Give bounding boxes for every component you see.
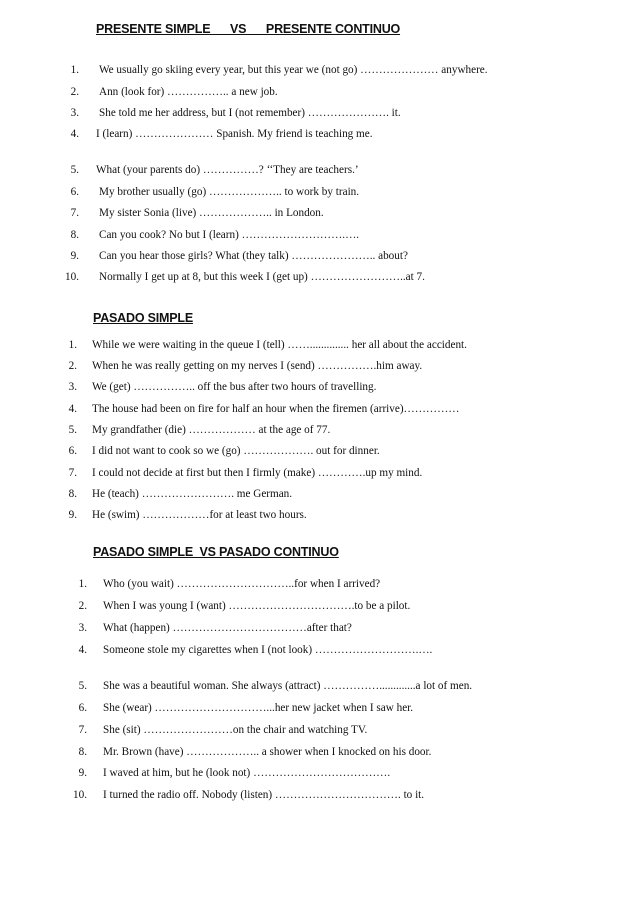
item-text: He (swim) ………………for at least two hours. bbox=[92, 509, 307, 521]
item-text: Mr. Brown (have) ……………….. a shower when I knocked on his door. bbox=[103, 746, 432, 758]
item-text: She was a beautiful woman. She always (attract) …………….............a lot of men. bbox=[103, 680, 473, 692]
item-number: 9. bbox=[68, 509, 77, 521]
item-number: 1. bbox=[70, 64, 79, 76]
item-number: 4. bbox=[70, 128, 79, 140]
item-number: 2. bbox=[70, 86, 79, 98]
item-text: He (teach) ……………………. me German. bbox=[92, 488, 293, 500]
item-number: 7. bbox=[78, 724, 87, 736]
item-text: Ann (look for) …………….. a new job. bbox=[99, 86, 278, 98]
item-number: 10. bbox=[65, 271, 79, 283]
section-heading-pasado-simple: PASADO SIMPLE bbox=[93, 311, 193, 325]
item-text: My grandfather (die) ……………… at the age of 77. bbox=[92, 424, 331, 436]
section-heading-pasado-continuo: PASADO SIMPLE VS PASADO CONTINUO bbox=[93, 545, 339, 559]
item-text: My sister Sonia (live) ……………….. in London. bbox=[99, 207, 324, 219]
item-number: 5. bbox=[78, 680, 87, 692]
item-number: 6. bbox=[70, 186, 79, 198]
item-number: 6. bbox=[78, 702, 87, 714]
item-text: She (sit) ……………………on the chair and watching TV. bbox=[103, 724, 368, 736]
item-number: 8. bbox=[68, 488, 77, 500]
item-number: 6. bbox=[68, 445, 77, 457]
item-text: When I was young I (want) …………………………….to be a pilot. bbox=[103, 600, 411, 612]
item-text: What (happen) ………………………………after that? bbox=[103, 622, 352, 634]
item-number: 7. bbox=[68, 467, 77, 479]
item-number: 7. bbox=[70, 207, 79, 219]
item-text: I turned the radio off. Nobody (listen) ……………………………. to it. bbox=[103, 789, 425, 801]
item-number: 5. bbox=[70, 164, 79, 176]
item-number: 1. bbox=[68, 339, 77, 351]
item-text: My brother usually (go) ……………….. to work by train. bbox=[99, 186, 360, 198]
item-number: 1. bbox=[78, 578, 87, 590]
item-number: 4. bbox=[68, 403, 77, 415]
item-number: 2. bbox=[78, 600, 87, 612]
item-text: We usually go skiing every year, but this year we (not go) ………………… anywhere. bbox=[99, 64, 488, 76]
item-text: I did not want to cook so we (go) ………………. out for dinner. bbox=[92, 445, 380, 457]
section-heading-presente: PRESENTE SIMPLE VS PRESENTE CONTINUO bbox=[96, 22, 401, 36]
item-number: 3. bbox=[78, 622, 87, 634]
item-text: The house had been on fire for half an hour when the firemen (arrive)…………… bbox=[92, 403, 460, 415]
item-text: Who (you wait) …………………………..for when I arrived? bbox=[103, 578, 381, 590]
item-number: 4. bbox=[78, 644, 87, 656]
item-text: She told me her address, but I (not remember) …………………. it. bbox=[99, 107, 401, 119]
item-text: When he was really getting on my nerves I (send) …………….him away. bbox=[92, 360, 423, 372]
item-number: 9. bbox=[70, 250, 79, 262]
item-text: What (your parents do) ……………? ‘‘They are teachers.’ bbox=[96, 164, 359, 176]
item-number: 9. bbox=[78, 767, 87, 779]
item-text: I could not decide at first but then I firmly (make) ………….up my mind. bbox=[92, 467, 423, 479]
item-text: I waved at him, but he (look not) ………………………………. bbox=[103, 767, 391, 779]
item-number: 10. bbox=[73, 789, 87, 801]
item-text: Can you cook? No but I (learn) ……………………….…. bbox=[99, 229, 360, 241]
item-number: 5. bbox=[68, 424, 77, 436]
item-number: 3. bbox=[70, 107, 79, 119]
item-text: We (get) …………….. off the bus after two hours of travelling. bbox=[92, 381, 377, 393]
item-text: I (learn) ………………… Spanish. My friend is teaching me. bbox=[96, 128, 373, 140]
item-number: 8. bbox=[78, 746, 87, 758]
item-number: 2. bbox=[68, 360, 77, 372]
item-number: 8. bbox=[70, 229, 79, 241]
item-text: Someone stole my cigarettes when I (not look) ……………………….…. bbox=[103, 644, 433, 656]
item-number: 3. bbox=[68, 381, 77, 393]
item-text: She (wear) …………………………...her new jacket when I saw her. bbox=[103, 702, 414, 714]
item-text: While we were waiting in the queue I (tell) …….............. her all about the accident. bbox=[92, 339, 467, 351]
item-text: Can you hear those girls? What (they talk) ………………….. about? bbox=[99, 250, 408, 262]
item-text: Normally I get up at 8, but this week I (get up) ……………………..at 7. bbox=[99, 271, 425, 283]
